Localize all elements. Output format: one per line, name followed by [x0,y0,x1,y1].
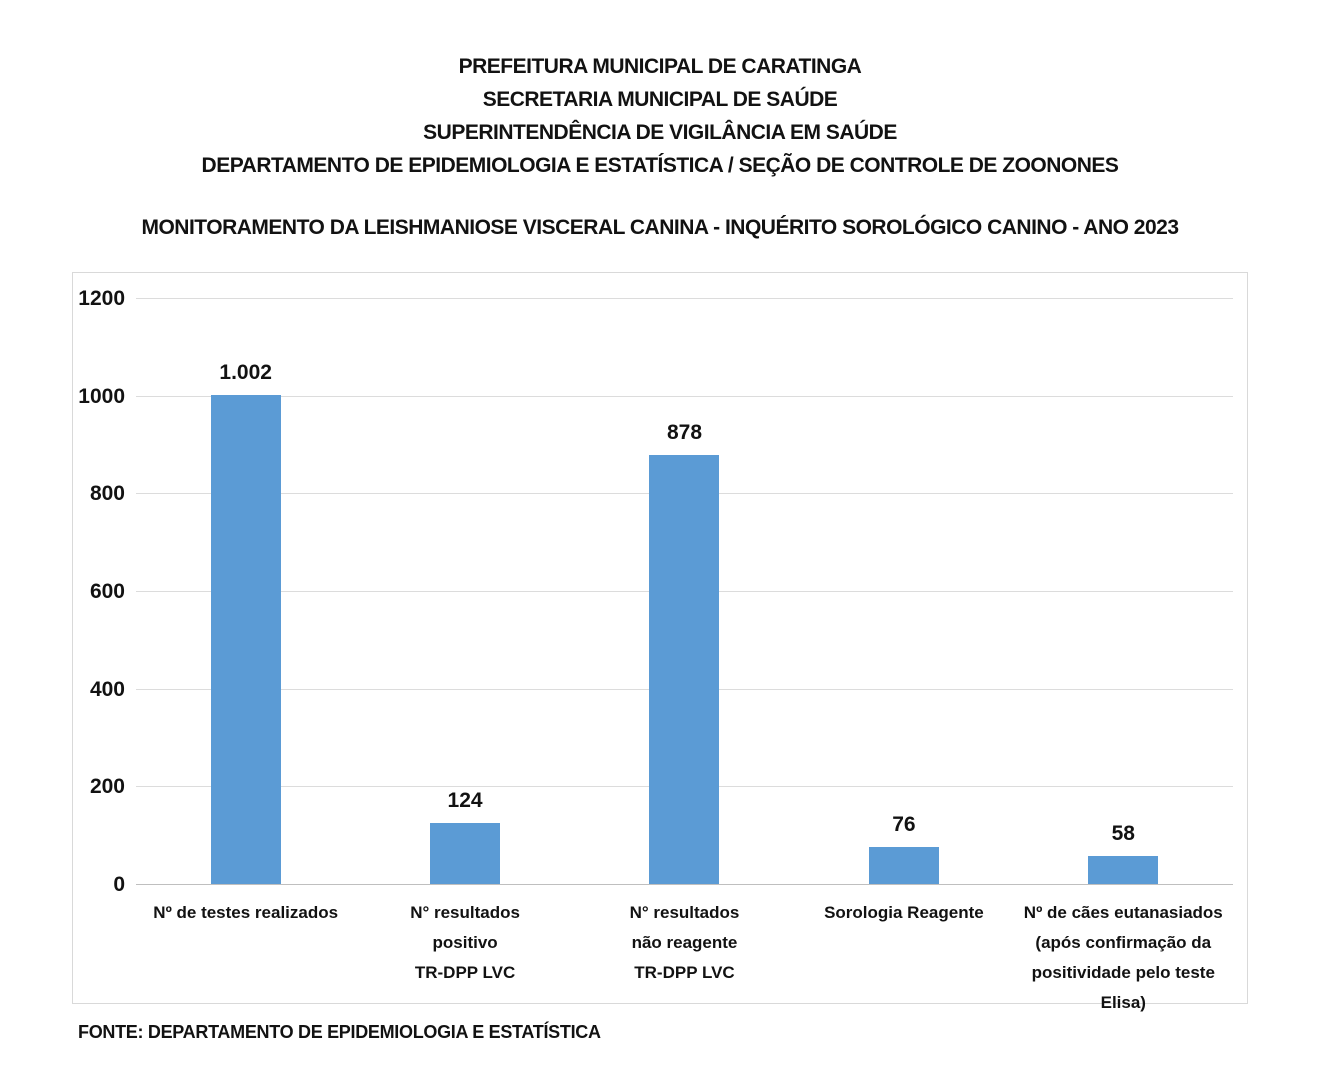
y-axis-tick-label: 0 [113,873,125,896]
category-label-line: N° resultados [629,903,740,922]
x-axis-category-label [575,898,794,988]
y-axis-tick-label: 1200 [78,287,125,310]
bar-value-label: 878 [666,421,703,445]
category-label-line: Elisa) [1100,993,1146,1012]
y-axis-tick-label: 600 [89,580,125,603]
bar-value-label: 58 [1111,821,1135,845]
category-label-line: Sorologia Reagente [824,903,984,922]
category-label-line: positividade pelo teste [1031,963,1215,982]
y-axis-tick-label: 200 [89,775,125,799]
category-label-line: Nº de testes realizados [153,903,339,922]
bar-slot [794,298,1013,884]
org-header-line: SUPERINTENDÊNCIA DE VIGILÂNCIA EM SAÚDE [423,121,897,144]
bar [430,823,500,884]
category-label-line: (após confirmação da [1035,933,1212,952]
bar-slot [355,298,574,884]
chart-area [72,272,1248,1012]
category-label-line: TR-DPP LVC [414,963,516,982]
y-axis-tick-label: 800 [89,482,125,506]
bar-value-label: 1.002 [219,360,272,384]
y-axis-tick-label: 1000 [78,384,125,408]
bar [869,847,939,884]
bar-slot [1014,298,1233,884]
bar [1088,856,1158,884]
org-header [0,50,1320,182]
source-note: FONTE: DEPARTAMENTO DE EPIDEMIOLOGIA E ESTATÍSTICA [78,1022,601,1042]
category-label-line: Nº de cães eutanasiados [1023,903,1223,922]
category-label-line: TR-DPP LVC [634,963,735,982]
category-label-line: não reagente [631,933,738,952]
bar-slot [575,298,794,884]
plot-area [136,298,1233,884]
x-axis-category-label [1014,898,1233,1018]
org-header-line: PREFEITURA MUNICIPAL DE CARATINGA [458,55,862,78]
category-label-line: positivo [432,933,498,952]
bar-value-label: 76 [892,812,916,836]
x-axis-category-label [136,898,355,928]
org-header-line: DEPARTAMENTO DE EPIDEMIOLOGIA E ESTATÍSTICA / SEÇÃO DE CONTROLE DE ZOONONES [201,154,1119,177]
x-axis-line [136,884,1233,885]
chart-title: MONITORAMENTO DA LEISHMANIOSE VISCERAL CANINA - INQUÉRITO SOROLÓGICO CANINO - ANO 2023 [141,216,1179,239]
category-label-line: N° resultados [410,903,520,922]
bar-value-label: 124 [447,789,483,813]
org-header-line: SECRETARIA MUNICIPAL DE SAÚDE [482,88,838,111]
y-axis-tick-label: 400 [89,677,125,701]
x-axis-category-label [794,898,1013,928]
x-axis-category-label [355,898,574,988]
bar-slot [136,298,355,884]
bar [211,395,281,884]
bar [649,455,719,884]
